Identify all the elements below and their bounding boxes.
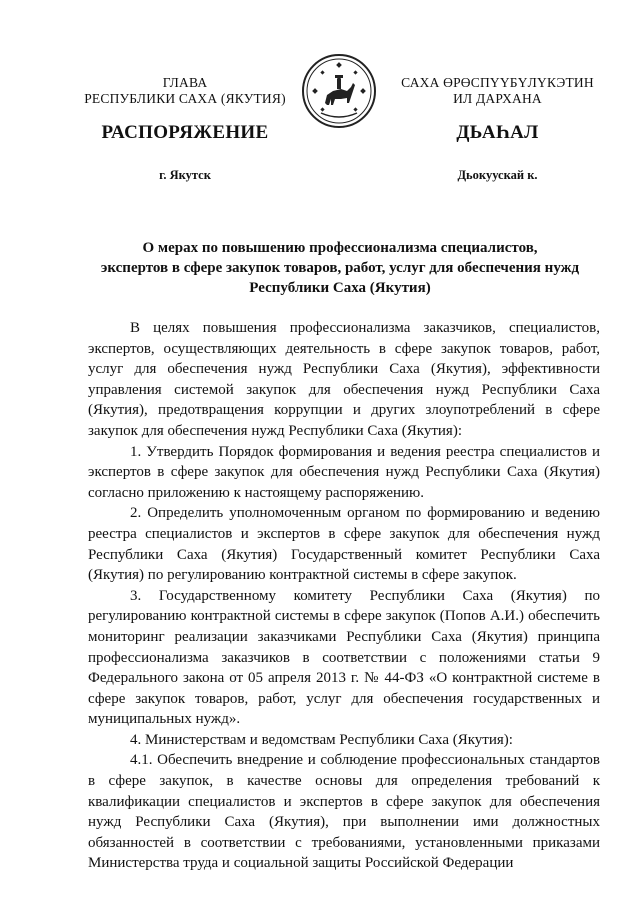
title-line-1: О мерах по повышению профессионализма специалистов, bbox=[142, 240, 538, 256]
issuer-sakha bbox=[390, 75, 605, 107]
paragraph-item-2: 2. Определить уполномоченным органом по формированию и ведению реестра специалистов и экспертов в сфере закупок для обеспечения нужд Республики Саха (Якутия) Государственный комитет Республики Саха (Якутия) по регулированию контрактной системы в сфере закупок. bbox=[88, 505, 600, 584]
issuer-ru bbox=[70, 75, 300, 107]
document-title bbox=[80, 238, 600, 298]
title-line-3: Республики Саха (Якутия) bbox=[249, 280, 431, 296]
issuer-ru-line2: РЕСПУБЛИКИ САХА (ЯКУТИЯ) bbox=[84, 91, 286, 106]
paragraph-item-1: 1. Утвердить Порядок формирования и ведения реестра специалистов и экспертов в сфере закупок для обеспечения нужд Республики Саха (Якутия) согласно приложению к настоящему распоряжению. bbox=[88, 443, 600, 501]
issuer-sakha-line1: САХА ӨРӨСПҮҮБҮЛҮКЭТИН bbox=[401, 75, 594, 90]
paragraph-preamble: В целях повышения профессионализма заказчиков, специалистов, экспертов, осуществляющих деятельность в сфере закупок товаров, работ, услуг для обеспечения нужд Республики Саха (Якутия), эффективности управления системой закупок для обеспечения нужд Республики Саха (Якутия), предотвращения коррупции и других злоупотреблений в сфере закупок для обеспечения нужд Республики Саха (Якутия): bbox=[88, 320, 600, 439]
paragraph-item-3: 3. Государственному комитету Республики Саха (Якутия) по регулированию контрактной системы в сфере закупок (Попов А.И.) обеспечить мониторинг реализации заказчиками Республики Саха (Якутия) принципа профессионализма заказчиков в соответствии с положениями статьи 9 Федерального закона от 05 апреля 2013 г. № 44-ФЗ «О контрактной системе в сфере закупок товаров, работ, услуг для обеспечения государственных и муниципальных нужд». bbox=[88, 587, 600, 728]
document-body bbox=[88, 318, 600, 874]
doc-type-ru: РАСПОРЯЖЕНИЕ bbox=[101, 122, 269, 143]
doc-type-sakha: ДЬАҺАЛ bbox=[456, 122, 539, 143]
issuer-ru-line1: ГЛАВА bbox=[162, 75, 208, 90]
city-ru: г. Якутск bbox=[159, 168, 211, 182]
title-line-2: экспертов в сфере закупок товаров, работ, услуг для обеспечения нужд bbox=[100, 260, 580, 276]
paragraph-item-4-1: 4.1. Обеспечить внедрение и соблюдение профессиональных стандартов в сфере закупок, в качестве основы для определения требований к квалификации специалистов и экспертов в сфере закупок для обеспечения нужд Республики Саха (Якутия), при выполнении ими должностных обязанностей в соответствии с требованиями, установленными приказами Министерства труда и социальной защиты Российской Федерации bbox=[88, 752, 600, 872]
city-sakha: Дьокуускай к. bbox=[457, 168, 538, 182]
paragraph-item-4: 4. Министерствам и ведомствам Республики Саха (Якутия): bbox=[130, 731, 513, 748]
coat-of-arms-icon bbox=[301, 53, 377, 129]
issuer-sakha-line2: ИЛ ДАРХАНА bbox=[453, 91, 542, 106]
